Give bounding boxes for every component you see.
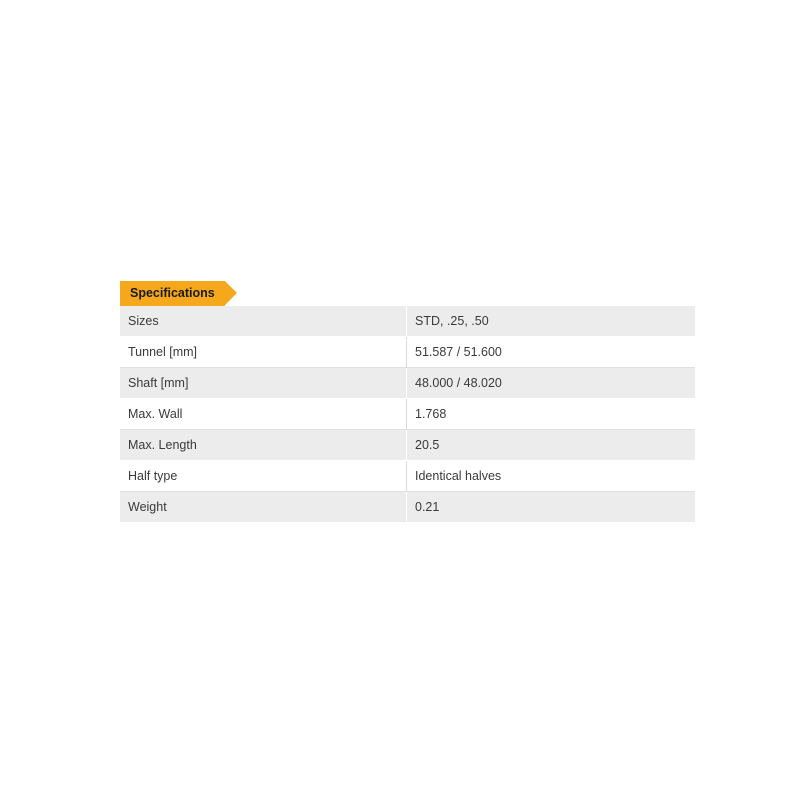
table-row [120, 337, 695, 368]
spec-value: Identical halves [407, 461, 696, 492]
specifications-table [120, 306, 695, 523]
spec-value: 51.587 / 51.600 [407, 337, 696, 368]
table-row [120, 306, 695, 337]
spec-label: Sizes [120, 306, 407, 337]
table-row [120, 368, 695, 399]
spec-value: 0.21 [407, 492, 696, 523]
spec-value: 20.5 [407, 430, 696, 461]
spec-label: Shaft [mm] [120, 368, 407, 399]
spec-label: Weight [120, 492, 407, 523]
table-row [120, 430, 695, 461]
table-row [120, 399, 695, 430]
table-row [120, 492, 695, 523]
spec-label: Half type [120, 461, 407, 492]
spec-value: 48.000 / 48.020 [407, 368, 696, 399]
table-row [120, 461, 695, 492]
spec-label: Max. Wall [120, 399, 407, 430]
spec-value: STD, .25, .50 [407, 306, 696, 337]
spec-value: 1.768 [407, 399, 696, 430]
specifications-header-tag: Specifications [120, 281, 225, 306]
specifications-table-body [120, 306, 695, 523]
spec-label: Max. Length [120, 430, 407, 461]
specifications-panel [120, 281, 678, 523]
spec-label: Tunnel [mm] [120, 337, 407, 368]
